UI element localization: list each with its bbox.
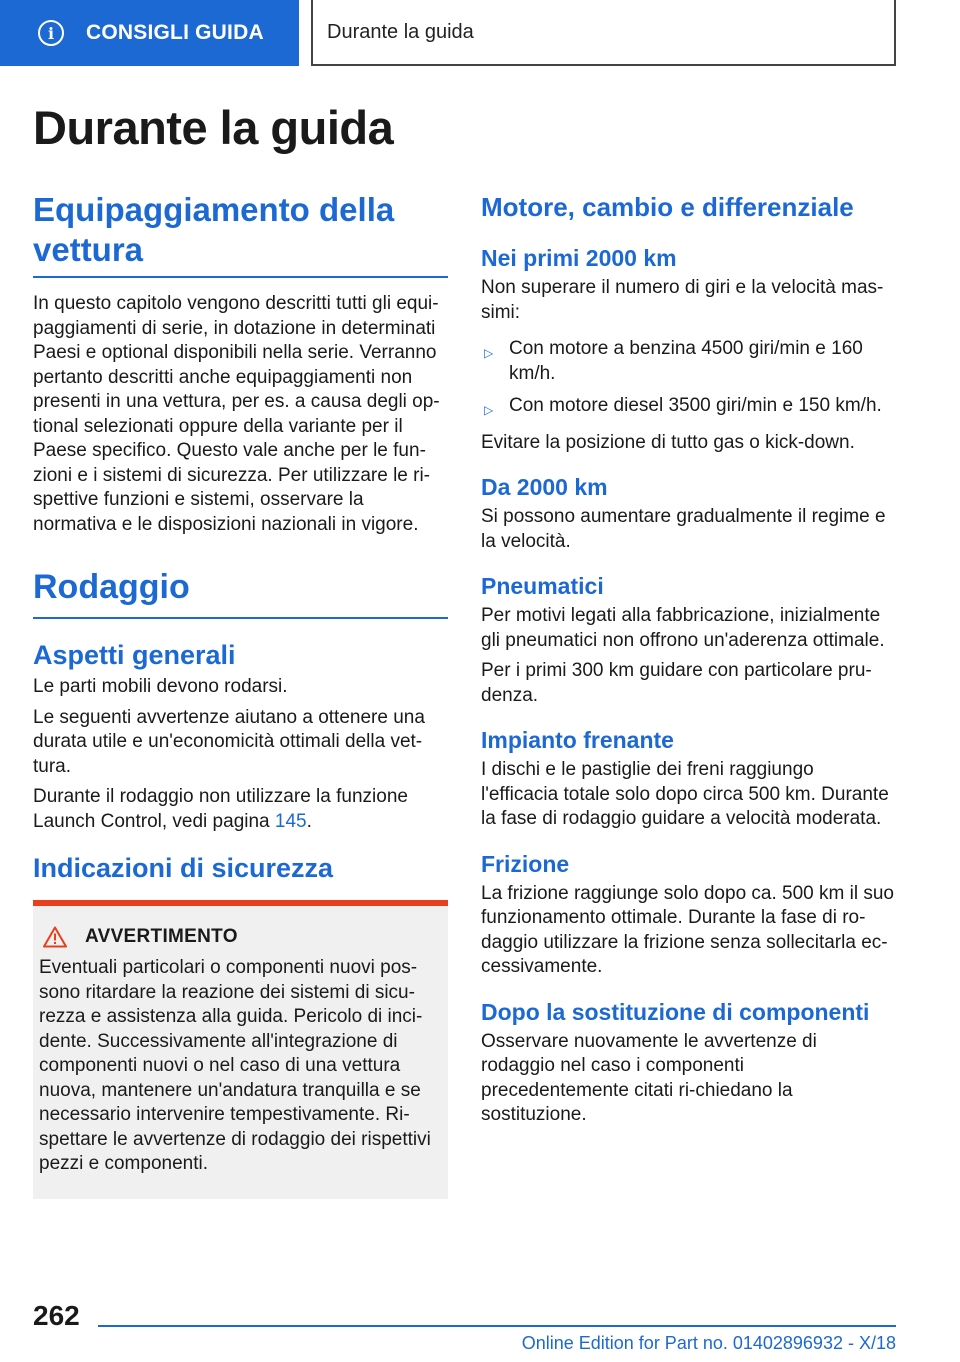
tyres-heading: Pneumatici: [481, 573, 604, 599]
general-paragraph-2: Le seguenti avvertenze aiutano a ottenere una durata utile e un'economicità ottimali della vet-tura.: [33, 706, 425, 777]
chapter-title: Durante la guida: [311, 0, 896, 66]
info-icon: i: [38, 20, 64, 46]
first-km-text: Non superare il numero di giri e la velocità mas-simi:: [481, 277, 884, 323]
list-item: [481, 394, 896, 423]
general-heading: Aspetti generali: [33, 640, 236, 670]
tyres-paragraph-2: Per i primi 300 km guidare con particolare pru-denza.: [481, 660, 872, 706]
general-paragraph-3-end: .: [306, 810, 312, 832]
equipment-text: In questo capitolo vengono descritti tutti gli equi-paggiamenti di serie, in dotazione in determinati Paesi e optional disponibili nella serie. Verranno pertanto descritti anche equipaggiamenti non presenti in una vettura, per es. a causa degli op-tional selezionati oppure della variante per il Paese specifico. Questo vale anche per le fun-zioni e i sistemi di sicurezza. Per utilizzare le ri-spettive funzioni e sistemi, osservare la normativa e le disposizioni nazionali in vigore.: [33, 293, 440, 535]
first-km-heading: Nei primi 2000 km: [481, 245, 677, 271]
bullet-text: Con motore a benzina 4500 giri/min e 160 km/h.: [509, 338, 863, 384]
kickdown-text: Evitare la posizione di tutto gas o kick-down.: [481, 431, 855, 453]
footer-divider: [98, 1325, 896, 1327]
warning-box: [33, 900, 448, 1199]
brakes-text: I dischi e le pastiglie dei freni raggiungo l'efficacia totale solo dopo circa 500 km. Durante la fase di rodaggio guidare a velocità moderata.: [481, 759, 889, 829]
replacement-text: Osservare nuovamente le avvertenze di rodaggio nel caso i componenti precedentemente citati ri-chiedano la sostituzione.: [481, 1030, 817, 1125]
edition-text: Online Edition for Part no. 01402896932 - X/18: [521, 1333, 896, 1353]
warning-title: AVVERTIMENTO: [85, 926, 238, 947]
section-tab-label: CONSIGLI GUIDA: [86, 21, 264, 44]
general-paragraph-1: Le parti mobili devono rodarsi.: [33, 676, 288, 697]
page-number: 262: [33, 1300, 80, 1331]
bullet-triangle-icon: ▷: [484, 346, 494, 360]
bullet-triangle-icon: ▷: [484, 403, 494, 417]
bullet-text: Con motore diesel 3500 giri/min e 150 km/h.: [509, 395, 882, 416]
from-km-heading: Da 2000 km: [481, 474, 608, 500]
equipment-heading: Equipaggiamento della vettura: [33, 190, 448, 278]
brakes-heading: Impianto frenante: [481, 727, 674, 753]
safety-heading: Indicazioni di sicurezza: [33, 853, 334, 883]
engine-heading: Motore, cambio e differenziale: [481, 192, 854, 222]
right-column: [481, 190, 896, 1134]
clutch-text: La frizione raggiunge solo dopo ca. 500 km il suo funzionamento ottimale. Durante la fase di ro-daggio utilizzare la frizione senza sollecitarla ec-cessivamente.: [481, 882, 894, 977]
page-title: Durante la guida: [33, 101, 394, 154]
from-km-text: Si possono aumentare gradualmente il regime e la velocità.: [481, 506, 886, 552]
rodaggio-heading: Rodaggio: [33, 567, 448, 619]
list-item: [481, 337, 896, 386]
left-column: [33, 190, 448, 1199]
general-paragraph-3: [33, 785, 448, 834]
tyres-paragraph-1: Per motivi legati alla fabbricazione, inizialmente gli pneumatici non offrono un'aderenza ottimale.: [481, 605, 885, 651]
replacement-heading: Dopo la sostituzione di componenti: [481, 998, 870, 1025]
general-paragraph-3-text: Durante il rodaggio non utilizzare la funzione Launch Control, vedi pagina: [33, 786, 408, 832]
page-link[interactable]: 145: [274, 810, 307, 832]
warning-text: Eventuali particolari o componenti nuovi pos-sono ritardare la reazione dei sistemi di sicu-rezza e assistenza alla guida. Pericolo di inci-dente. Successivamente all'integrazione di componenti nuovi o nel caso di una vettura nuova, mantenere un'andatura tranquilla e se necessario intervenire tempestivamente. Ri-spettare le avvertenze di rodaggio dei rispettivi pezzi e componenti.: [39, 957, 431, 1174]
warning-triangle-icon: [43, 926, 67, 948]
clutch-heading: Frizione: [481, 850, 570, 877]
section-tab[interactable]: [0, 0, 299, 66]
warning-header: [39, 926, 436, 948]
